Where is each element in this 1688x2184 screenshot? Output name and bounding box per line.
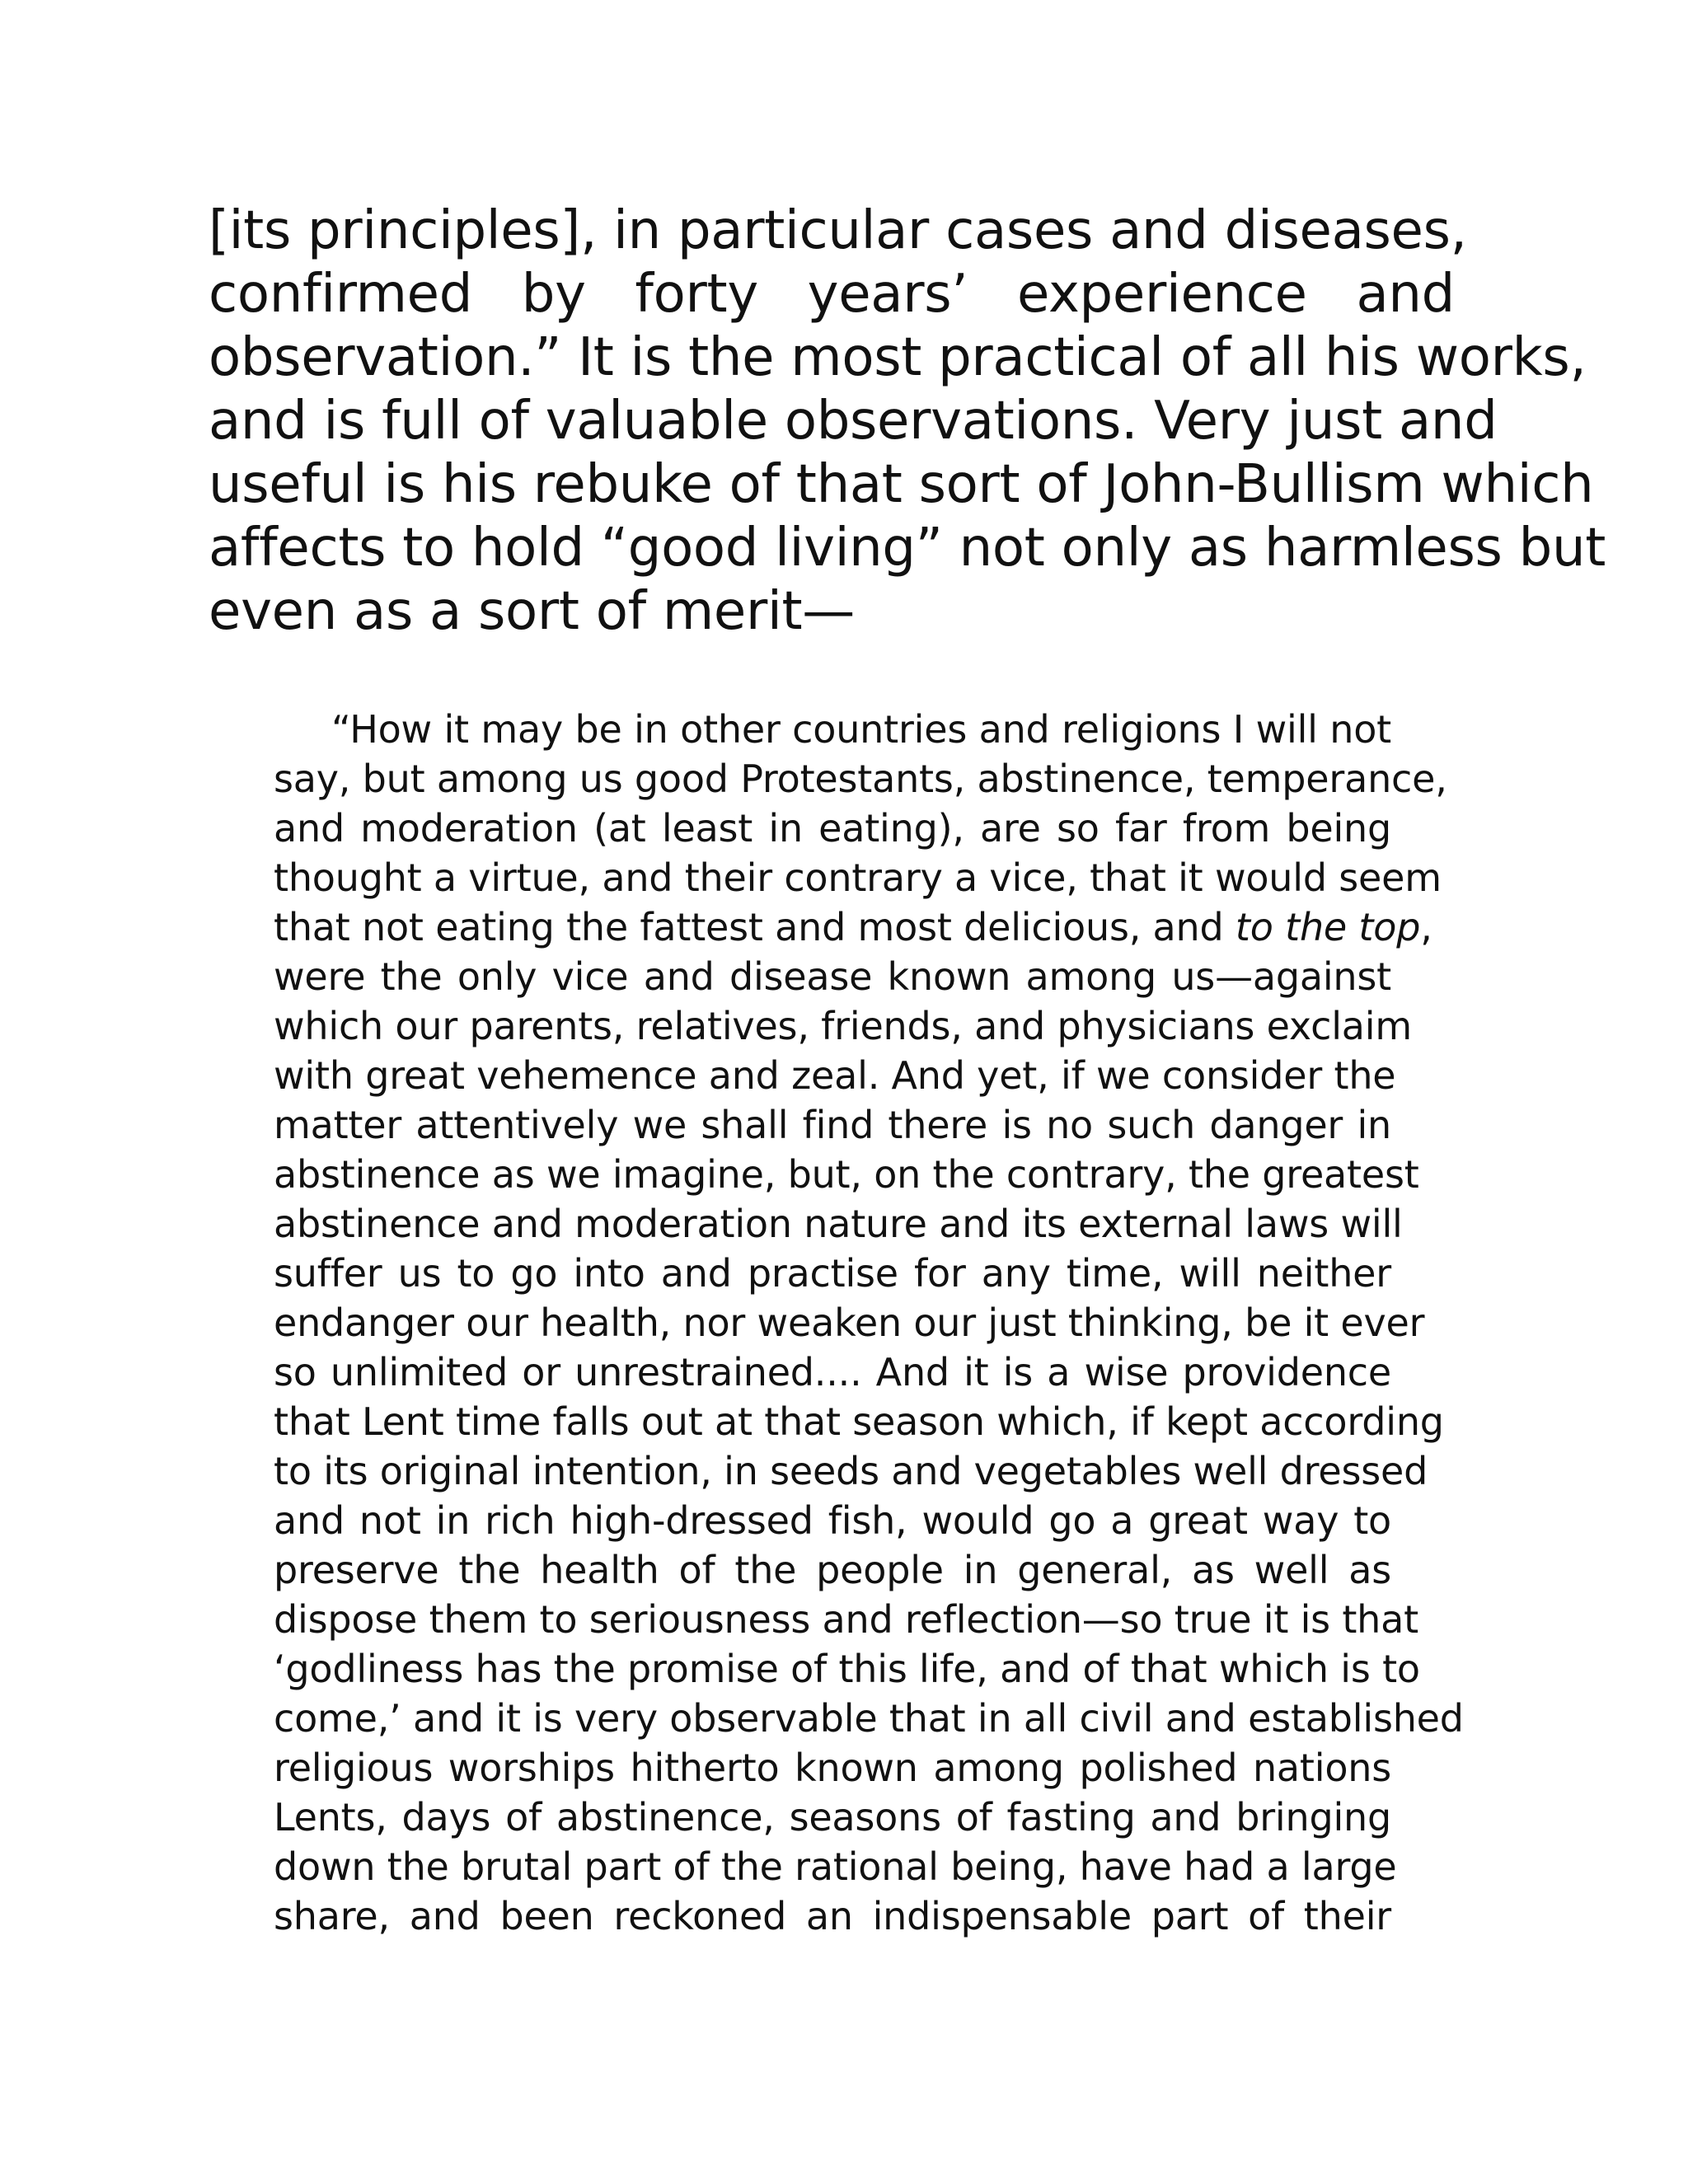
quote-line-5-comma: , — [1420, 905, 1432, 949]
quote-line-5 — [274, 905, 1432, 956]
quote-line-24: down the brutal part of the rational being, have had a large — [274, 1844, 1397, 1889]
quote-line-8: with great vehemence and zeal. And yet, if we consider the — [274, 1053, 1396, 1098]
quote-line-5-text: that not eating the fattest and most delicious, and — [274, 905, 1236, 949]
quote-line-9: matter attentively we shall find there is no such danger in — [274, 1103, 1391, 1147]
main-line-2: confirmed by forty years’ experience and — [209, 264, 1455, 325]
quote-line-4: thought a virtue, and their contrary a vice, that it would seem — [274, 855, 1442, 900]
quote-line-10: abstinence as we imagine, but, on the contrary, the greatest — [274, 1152, 1419, 1197]
quote-line-16: to its original intention, in seeds and vegetables well dressed — [274, 1449, 1428, 1493]
quote-line-22: religious worships hitherto known among polished nations — [274, 1746, 1391, 1790]
quote-line-3: and moderation (at least in eating), are so far from being — [274, 806, 1391, 851]
quote-line-2: say, but among us good Protestants, abstinence, temperance, — [274, 757, 1447, 801]
main-line-4: and is full of valuable observations. Very just and — [209, 391, 1498, 452]
quote-line-11: abstinence and moderation nature and its external laws will — [274, 1202, 1403, 1246]
main-line-6: affects to hold “good living” not only as harmless but — [209, 518, 1606, 579]
quote-line-14: so unlimited or unrestrained.... And it is a wise providence — [274, 1350, 1391, 1394]
quote-line-7: which our parents, relatives, friends, and physicians exclaim — [274, 1004, 1412, 1048]
main-line-5: useful is his rebuke of that sort of John-Bullism which — [209, 454, 1594, 515]
main-line-1: [its principles], in particular cases and diseases, — [209, 200, 1467, 261]
quote-line-12: suffer us to go into and practise for any time, will neither — [274, 1251, 1391, 1296]
quote-line-13: endanger our health, nor weaken our just thinking, be it ever — [274, 1301, 1425, 1345]
quote-line-15: that Lent time falls out at that season which, if kept according — [274, 1399, 1444, 1444]
quote-line-19: dispose them to seriousness and reflection—so true it is that — [274, 1597, 1418, 1642]
quote-line-21: come,’ and it is very observable that in all civil and established — [274, 1696, 1464, 1741]
quote-line-23: Lents, days of abstinence, seasons of fasting and bringing — [274, 1795, 1391, 1840]
quote-line-1: “How it may be in other countries and religions I will not — [331, 707, 1391, 752]
quote-line-25: share, and been reckoned an indispensable part of their — [274, 1894, 1391, 1938]
quote-line-18: preserve the health of the people in general, as well as — [274, 1548, 1391, 1592]
main-line-7: even as a sort of merit— — [209, 581, 855, 642]
quote-emphasis: to the top — [1235, 905, 1421, 949]
quote-line-17: and not in rich high-dressed fish, would go a great way to — [274, 1498, 1391, 1543]
quote-line-6: were the only vice and disease known among us—against — [274, 954, 1391, 999]
main-line-3: observation.” It is the most practical of all his works, — [209, 327, 1587, 388]
quote-line-20: ‘godliness has the promise of this life, and of that which is to — [274, 1647, 1420, 1691]
